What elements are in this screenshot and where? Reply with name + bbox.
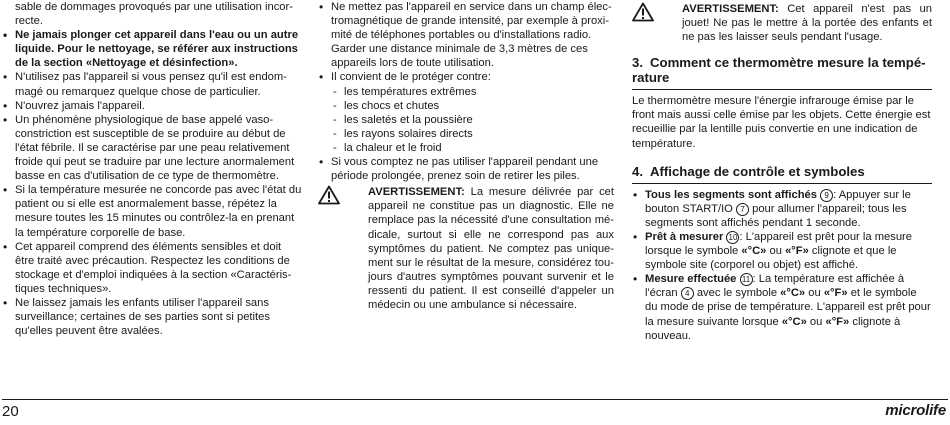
precautions-list-2 — [318, 0, 614, 183]
item-text: ou — [805, 287, 824, 300]
ref-number: 7 — [736, 203, 749, 216]
sublist-item: - les rayons solaires directs — [331, 127, 614, 141]
symbol-fahrenheit: «°F» — [823, 287, 848, 300]
list-item: • Un phénomène physiologique de base appelé vasoconstriction est susceptible de se produire au début de l'état fébrile. Il se caractérise par une peau relativement froide qui peut se traduire par une lecture anormalement basse en cas d'utilisation de ce type de thermomètre. — [2, 113, 302, 183]
brand-logo: microlife — [885, 402, 946, 419]
warning-triangle-icon — [318, 185, 340, 205]
warning-block-diagnosis — [318, 185, 614, 312]
list-item — [632, 188, 932, 230]
continued-text: sable de dommages provoqués par une utilisation incorrecte. — [15, 1, 293, 28]
list-item: • N'ouvrez jamais l'appareil. — [2, 99, 302, 113]
ref-number: 9 — [820, 189, 833, 202]
warning-block-toy — [632, 2, 932, 44]
section-heading-3 — [632, 50, 932, 90]
list-item — [632, 230, 932, 272]
section-3-text: Le thermomètre mesure l'énergie infrarouge émise par le front mais aussi celle émise par les objets. Cette énergie est recueillie par la lentille puis convertie en une indication de température. — [632, 95, 931, 150]
list-item: • Cet appareil comprend des éléments sensibles et doit être traité avec précaution. Respectez les conditions de stockage et d'emploi indiquées à la section «Caractéristiques techniques». — [2, 240, 302, 296]
section-number: 3. — [632, 55, 643, 71]
list-item: • Si vous comptez ne pas utiliser l'appareil pendant une période prolongée, prenez soin de retirer les piles. — [318, 155, 614, 183]
warning-title: AVERTISSEMENT: — [682, 3, 779, 15]
symbol-fahrenheit: «°F» — [825, 315, 850, 328]
list-item — [318, 70, 614, 155]
list-item: • Ne laissez jamais les enfants utiliser l'appareil sans surveillance; certaines de ses parties sont si petites qu'elles peuvent être avalées. — [2, 296, 302, 338]
warning-triangle-icon — [632, 2, 654, 22]
list-item — [632, 272, 932, 342]
item-text: : La température est affichée à l'écran — [645, 273, 905, 300]
list-item: • N'utilisez pas l'appareil si vous pensez qu'il est endommagé ou remarquez quelque chose de particulier. — [2, 70, 302, 98]
sublist-item: - les saletés et la poussière — [331, 113, 614, 127]
list-item: • Si la température mesurée ne concorde pas avec l'état du patient ou si elle est anormalement basse, répétez la mesure toutes les 15 minutes ou contrôlez-la en prenant la température corporelle de base. — [2, 183, 302, 239]
protect-sublist — [331, 85, 614, 155]
section-number: 4. — [632, 163, 643, 179]
item-text: clignote et que le symbole site (corporel ou objet) est affiché. — [645, 245, 897, 272]
item-text: : L'appareil est prêt pour la mesure lorsque le symbole — [645, 230, 912, 258]
item-heading: Prêt à mesurer — [645, 230, 724, 243]
item-text: pour allumer l'appareil; tous les segments sont affichés pendant 1 seconde. — [645, 202, 907, 229]
item-text: ou — [806, 315, 826, 328]
page-number: 20 — [2, 403, 19, 420]
sublist-item: - la chaleur et le froid — [331, 141, 614, 155]
list-item: • Ne mettez pas l'appareil en service dans un champ électromagnétique de grande intensité, par exemple à proximité de téléphones portables ou d'installations radio. Garder une distance minimale de 3,3 mètres de ces appareils lors de toute utilisation. — [318, 0, 614, 70]
ref-number: 10 — [726, 231, 739, 244]
symbol-celsius: «°C» — [741, 245, 767, 258]
protect-intro: Il convient de le protéger contre: — [331, 71, 491, 84]
footer-divider — [2, 399, 948, 400]
item-text: : Appuyer sur le bouton START/IO — [645, 188, 911, 215]
section-title: Comment ce thermomètre mesure la température — [632, 55, 926, 86]
sublist-item: - les températures extrêmes — [331, 85, 614, 99]
precautions-list — [2, 28, 302, 338]
column-right — [632, 0, 932, 343]
ref-number: 4 — [681, 287, 694, 300]
symbol-celsius: «°C» — [780, 287, 806, 300]
display-symbols-list — [632, 188, 932, 343]
item-text: et le symbole du mode de prise de température. L'appareil est prêt pour la mesure suivante lorsque — [645, 287, 931, 328]
section-title: Affichage de contrôle et symboles — [650, 163, 865, 179]
warning-title: AVERTISSEMENT: — [368, 186, 465, 199]
item-heading: Mesure effectuée — [645, 273, 737, 286]
symbol-fahrenheit: «°F» — [785, 245, 809, 258]
column-left — [2, 0, 302, 338]
column-middle — [318, 0, 614, 312]
item-text: clignote à nouveau. — [645, 315, 901, 342]
warning-text: Cet appareil n'est pas un jouet! Ne pas le mettre à la portée des enfants et ne pas les laisser seuls pendant l'usage. — [682, 3, 932, 44]
item-text: ou — [766, 245, 786, 258]
sublist-item: - les chocs et chutes — [331, 99, 614, 113]
warning-text: La mesure délivrée par cet appareil ne constitue pas un diagnostic. Elle ne remplace pas la nécessité d'une consultation médicale, surtout si elle ne correspond pas aux symptômes du patient. Ne comptez pas uniquement sur le résultat de la mesure, considérez toujours d'autres symptômes pouvant survenir et le ressenti du patient. Il est conseillé d'appeler un médecin ou une ambulance si nécessaire. — [368, 186, 614, 311]
item-text: avec le symbole — [693, 287, 781, 300]
list-item: • Ne jamais plonger cet appareil dans l'eau ou un autre liquide. Pour le nettoyage, se référer aux instructions de la section «Nettoyage et désinfection». — [2, 28, 302, 70]
section-heading-4 — [632, 159, 932, 184]
ref-number: 11 — [740, 273, 753, 286]
item-heading: Tous les segments sont affichés — [645, 188, 818, 201]
symbol-celsius: «°C» — [781, 315, 807, 328]
